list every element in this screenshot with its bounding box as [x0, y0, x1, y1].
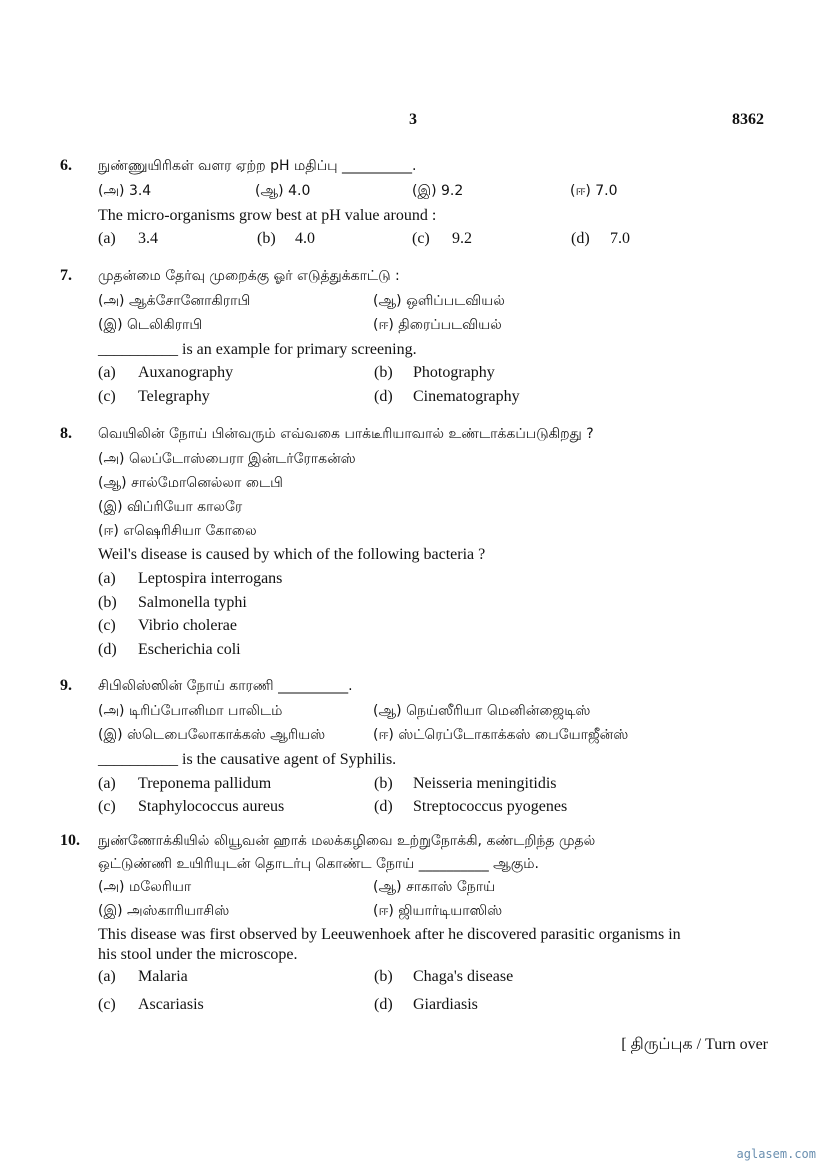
option-tamil: [98, 903, 229, 921]
option-tamil: [98, 879, 191, 897]
question-number: 8.: [60, 425, 72, 442]
option-text: சாகாஸ் நோய்: [406, 879, 496, 895]
option-tamil: [373, 727, 628, 745]
option-text: ஜியார்டியாஸிஸ்: [398, 903, 503, 919]
question-stem-tamil: சிபிலிஸ்ஸின் நோய் காரணி __________.: [98, 678, 353, 694]
option-tamil: [98, 451, 356, 469]
option-label: (ஆ): [373, 293, 402, 309]
option-tamil: [98, 703, 282, 721]
option-english: [98, 968, 188, 986]
option-english: [98, 775, 271, 793]
option-text: Malaria: [138, 968, 188, 985]
option-label: (ஈ): [373, 903, 394, 919]
option-english: [374, 968, 513, 986]
option-text: டெலிகிராபி: [127, 317, 203, 333]
option-label: (இ): [98, 499, 123, 515]
option-label: (அ): [98, 451, 125, 467]
option-english: [374, 775, 557, 793]
option-label: (ஈ): [373, 727, 394, 743]
option-tamil: [373, 879, 495, 897]
option-text: Staphylococcus aureus: [138, 798, 285, 815]
option-label: (இ): [98, 317, 123, 333]
option-label: (c): [412, 230, 430, 247]
option-text: Telegraphy: [138, 388, 210, 405]
option-english: [374, 798, 567, 816]
option-text: 9.2: [441, 183, 464, 199]
page-number: 3: [409, 111, 417, 128]
option-text: ஒளிப்படவியல்: [406, 293, 505, 309]
option-text: லெப்டோஸ்பைரா இன்டர்ரோகன்ஸ்: [128, 451, 356, 467]
question-stem-english: __________ is the causative agent of Syphilis.: [98, 751, 397, 768]
question-stem-tamil: முதன்மை தேர்வு முறைக்கு ஓர் எடுத்துக்காட்டு :: [98, 268, 400, 284]
option-text: Ascariasis: [138, 996, 204, 1013]
option-label: (ஆ): [98, 475, 127, 491]
option-text: 9.2: [452, 230, 472, 247]
option-label: (d): [374, 798, 393, 815]
option-label: (d): [98, 641, 117, 658]
option-tamil: [255, 183, 310, 201]
option-text: ஆக்சோனோகிராபி: [128, 293, 251, 309]
question-number: 7.: [60, 267, 72, 284]
option-text: 4.0: [288, 183, 311, 199]
question-stem-tamil: நுண்ணோக்கியில் லியூவன் ஹாக் மலக்கழிவை உற்றுநோக்கி, கண்டறிந்த முதல்: [98, 833, 596, 849]
option-label: (a): [98, 570, 116, 587]
option-english: [98, 388, 210, 406]
option-text: 7.0: [610, 230, 630, 247]
option-label: (அ): [98, 183, 125, 199]
question-stem-english: __________ is an example for primary screening.: [98, 341, 417, 358]
option-tamil: [98, 293, 250, 311]
question-number: 9.: [60, 677, 72, 694]
option-label: (ஆ): [373, 703, 402, 719]
option-english: [571, 230, 630, 248]
option-text: நெய்ஸீரியா மெனின்ஜைடிஸ்: [406, 703, 591, 719]
option-label: (அ): [98, 879, 125, 895]
option-english: [98, 364, 233, 382]
option-tamil: [98, 317, 202, 335]
option-text: எஷெரிசியா கோலை: [123, 523, 257, 539]
option-english: [98, 570, 282, 588]
option-text: அஸ்காரியாசிஸ்: [127, 903, 230, 919]
question-stem-english: Weil's disease is caused by which of the following bacteria ?: [98, 546, 486, 563]
option-text: Salmonella typhi: [138, 594, 247, 611]
option-english: [98, 617, 237, 635]
option-label: (c): [98, 388, 116, 405]
option-tamil: [98, 499, 242, 517]
option-text: 3.4: [138, 230, 158, 247]
option-tamil: [373, 293, 505, 311]
question-stem-tamil: வெயிலின் நோய் பின்வரும் எவ்வகை பாக்டீரியாவால் உண்டாக்கப்படுகிறது ?: [98, 426, 594, 442]
option-label: (a): [98, 364, 116, 381]
option-label: (ஈ): [373, 317, 394, 333]
option-label: (இ): [412, 183, 437, 199]
option-text: விப்ரியோ காலரே: [127, 499, 243, 515]
option-label: (ஆ): [373, 879, 402, 895]
option-label: (a): [98, 230, 116, 247]
turn-over-note: [ திருப்புக / Turn over: [621, 1036, 768, 1053]
option-label: (c): [98, 996, 116, 1013]
option-tamil: [373, 317, 502, 335]
option-label: (ஈ): [98, 523, 119, 539]
question-stem-tamil: நுண்ணுயிரிகள் வளர ஏற்ற pH மதிப்பு __________.: [98, 158, 417, 174]
watermark: aglasem.com: [736, 1147, 816, 1161]
option-text: டிரிப்போனிமா பாலிடம்: [128, 703, 283, 719]
option-text: ஸ்டெபைலோகாக்கஸ் ஆரியஸ்: [127, 727, 326, 743]
option-text: Photography: [413, 364, 495, 381]
option-label: (b): [374, 775, 393, 792]
option-tamil: [98, 523, 257, 541]
option-text: Treponema pallidum: [138, 775, 272, 792]
option-text: 4.0: [295, 230, 315, 247]
option-text: சால்மோனெல்லா டைபி: [131, 475, 283, 491]
option-english: [374, 388, 520, 406]
option-english: [98, 641, 241, 659]
option-english: [257, 230, 315, 248]
option-tamil: [373, 903, 502, 921]
option-label: (b): [374, 968, 393, 985]
option-text: Neisseria meningitidis: [413, 775, 557, 792]
option-text: 3.4: [128, 183, 152, 199]
option-label: (b): [257, 230, 276, 247]
option-text: Vibrio cholerae: [138, 617, 237, 634]
question-stem-tamil: ஒட்டுண்ணி உயிரியுடன் தொடர்பு கொண்ட நோய் __________ ஆகும்.: [98, 856, 539, 872]
option-tamil: [570, 183, 618, 201]
option-text: Chaga's disease: [413, 968, 514, 985]
option-label: (c): [98, 798, 116, 815]
option-label: (d): [374, 388, 393, 405]
option-text: Giardiasis: [413, 996, 478, 1013]
paper-code: 8362: [732, 111, 764, 128]
option-text: Escherichia coli: [138, 641, 241, 658]
option-text: திரைப்படவியல்: [398, 317, 502, 333]
option-label: (ஆ): [255, 183, 284, 199]
option-text: Leptospira interrogans: [138, 570, 283, 587]
option-english: [98, 996, 204, 1014]
option-english: [412, 230, 472, 248]
option-tamil: [98, 183, 151, 201]
option-label: (அ): [98, 703, 125, 719]
option-label: (b): [374, 364, 393, 381]
option-english: [374, 996, 478, 1014]
option-label: (அ): [98, 293, 125, 309]
question-stem-english: This disease was first observed by Leeuwenhoek after he discovered parasitic organisms in: [98, 926, 681, 943]
option-english: [98, 594, 247, 612]
option-label: (இ): [98, 903, 123, 919]
option-text: 7.0: [595, 183, 618, 199]
option-text: ஸ்ட்ரெப்டோகாக்கஸ் பையோஜீன்ஸ்: [398, 727, 629, 743]
option-tamil: [98, 475, 283, 493]
option-text: Cinematography: [413, 388, 520, 405]
option-label: (c): [98, 617, 116, 634]
option-label: (d): [571, 230, 590, 247]
option-label: (இ): [98, 727, 123, 743]
option-english: [374, 364, 495, 382]
option-label: (b): [98, 594, 117, 611]
question-stem-english: The micro-organisms grow best at pH value around :: [98, 207, 437, 224]
option-tamil: [98, 727, 325, 745]
option-english: [98, 230, 158, 248]
option-label: (a): [98, 775, 116, 792]
option-text: Auxanography: [138, 364, 234, 381]
option-english: [98, 798, 284, 816]
option-label: (d): [374, 996, 393, 1013]
option-tamil: [373, 703, 590, 721]
option-text: மலேரியா: [128, 879, 192, 895]
option-label: (ஈ): [570, 183, 591, 199]
option-label: (a): [98, 968, 116, 985]
question-number: 6.: [60, 157, 72, 174]
option-tamil: [412, 183, 463, 201]
question-stem-english: his stool under the microscope.: [98, 946, 298, 963]
option-text: Streptococcus pyogenes: [413, 798, 568, 815]
question-number: 10.: [60, 832, 80, 849]
